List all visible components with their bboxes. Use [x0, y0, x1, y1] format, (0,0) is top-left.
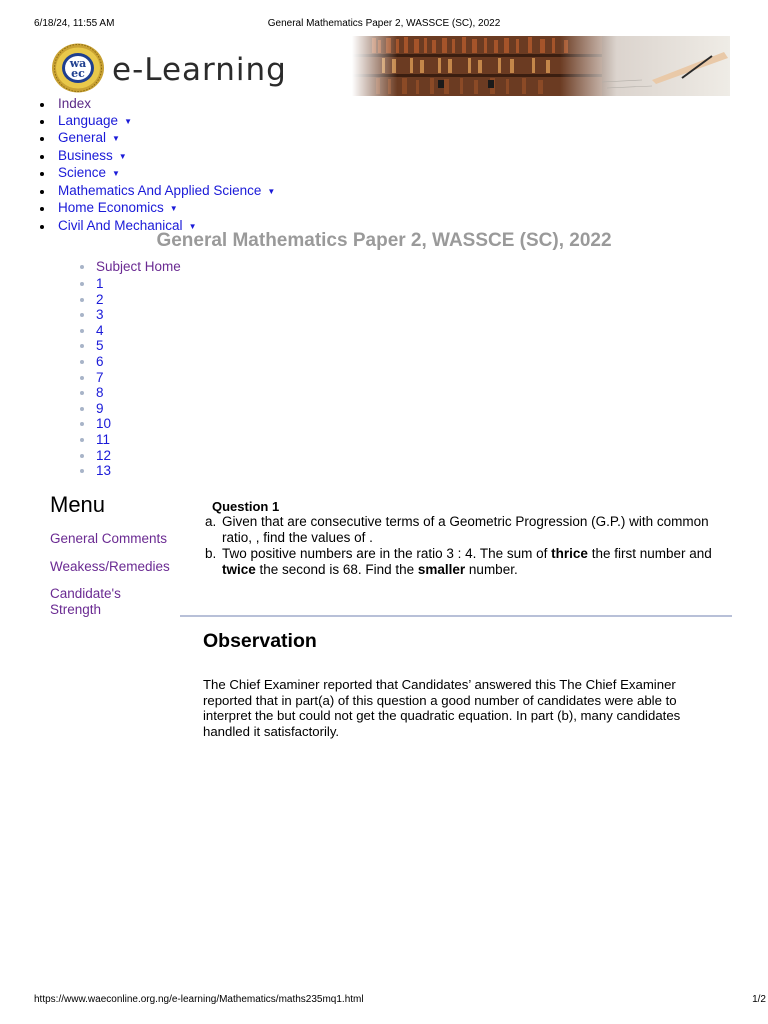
bold-text: smaller: [417, 562, 466, 577]
observation-title: Observation: [203, 630, 317, 652]
text: the first number and: [587, 546, 712, 561]
subject-nav: [80, 258, 181, 479]
weakness-remedies-link[interactable]: Weakess/Remedies: [50, 559, 170, 574]
question-part-b: [202, 546, 734, 578]
question-part-a: [202, 514, 734, 546]
page-title: General Mathematics Paper 2, WASSCE (SC), 2022: [156, 230, 612, 251]
nav-item-general[interactable]: [34, 130, 275, 148]
waec-logo-icon[interactable]: [50, 42, 106, 94]
logo-text-wa: wa: [69, 57, 87, 70]
text: number.: [465, 562, 518, 577]
candidates-strength-link[interactable]: [50, 586, 121, 618]
question-link-1[interactable]: 1: [80, 276, 181, 292]
section-divider: [180, 615, 732, 617]
question-link-3[interactable]: 3: [80, 307, 181, 323]
strength-line-2[interactable]: Strength: [50, 602, 102, 617]
question-link-5[interactable]: 5: [80, 338, 181, 354]
nav-item-index[interactable]: [34, 96, 275, 113]
nav-item-label[interactable]: Index: [58, 96, 92, 111]
site-brand[interactable]: e-Learning: [112, 52, 287, 88]
text: Two positive numbers are in the ratio 3 : 4. The sum of: [222, 546, 552, 561]
question-link-6[interactable]: 6: [80, 354, 181, 370]
text: the second is 68. Find the: [255, 562, 418, 577]
question-link-2[interactable]: 2: [80, 292, 181, 308]
question-link-10[interactable]: 10: [80, 416, 181, 432]
nav-item-science[interactable]: [34, 165, 275, 183]
part-a-line-2: ratio, , find the values of .: [222, 530, 373, 545]
subject-home-link[interactable]: Subject Home: [80, 258, 181, 276]
nav-item-mathematics[interactable]: [34, 183, 275, 201]
top-nav: [34, 96, 275, 235]
page-url: https://www.waeconline.org.ng/e-learning/Mathematics/maths235mq1.html: [34, 994, 364, 1005]
question-link-4[interactable]: 4: [80, 323, 181, 339]
general-comments-link[interactable]: General Comments: [50, 531, 168, 546]
chevron-down-icon[interactable]: ▼: [267, 186, 276, 196]
nav-item-language[interactable]: [34, 113, 275, 131]
chevron-down-icon[interactable]: ▼: [112, 169, 120, 178]
question-parts: [202, 514, 734, 578]
nav-item-label[interactable]: Science: [58, 165, 107, 180]
print-doc-title: General Mathematics Paper 2, WASSCE (SC), 2022: [267, 18, 501, 29]
print-datetime: 6/18/24, 11:55 AM: [34, 18, 115, 29]
nav-item-label[interactable]: Home Economics: [58, 200, 164, 215]
part-label: a.: [205, 514, 217, 529]
strength-line-1[interactable]: Candidate's: [50, 586, 121, 601]
print-footer: [34, 994, 766, 1006]
question-link-12[interactable]: 12: [80, 448, 181, 464]
question-link-11[interactable]: 11: [80, 432, 181, 448]
chevron-down-icon[interactable]: ▼: [124, 116, 132, 126]
nav-item-business[interactable]: [34, 148, 275, 166]
nav-item-label[interactable]: Language: [58, 112, 119, 128]
nav-item-home-economics[interactable]: [34, 200, 275, 218]
question-link-9[interactable]: 9: [80, 401, 181, 417]
chevron-down-icon[interactable]: ▼: [118, 151, 127, 161]
print-header: [34, 18, 734, 30]
logo-text-ec: ec: [71, 67, 85, 80]
nav-item-label[interactable]: General: [58, 130, 107, 145]
part-b-line-1: [222, 546, 734, 562]
nav-item-label[interactable]: Civil And Mechanical: [58, 217, 183, 233]
bold-text: twice: [222, 562, 256, 577]
question-link-8[interactable]: 8: [80, 385, 181, 401]
part-label: b.: [205, 546, 217, 561]
part-a-line-1: Given that are consecutive terms of a Geometric Progression (G.P.) with common: [222, 514, 709, 529]
observation-text: The Chief Examiner reported that Candidates’ answered this The Chief Examiner reported that in part(a) of this question a good number of candidates were able to interpret the but could not get the quadratic equation. In part (b), many candidates handled it satisfactorily.: [203, 677, 681, 739]
page-number: 1/2: [752, 994, 766, 1005]
question-link-7[interactable]: 7: [80, 370, 181, 386]
question-link-13[interactable]: 13: [80, 463, 181, 479]
bold-text: thrice: [551, 546, 588, 561]
chevron-down-icon[interactable]: ▼: [188, 221, 197, 231]
chevron-down-icon[interactable]: ▼: [169, 204, 178, 213]
chevron-down-icon[interactable]: ▼: [112, 134, 120, 143]
question-heading: Question 1: [212, 499, 280, 514]
part-b-line-2: [222, 562, 734, 578]
nav-item-label[interactable]: Mathematics And Applied Science: [58, 182, 262, 198]
banner-image: [352, 36, 730, 96]
nav-item-label[interactable]: Business: [58, 147, 113, 163]
menu-title: Menu: [50, 492, 106, 517]
